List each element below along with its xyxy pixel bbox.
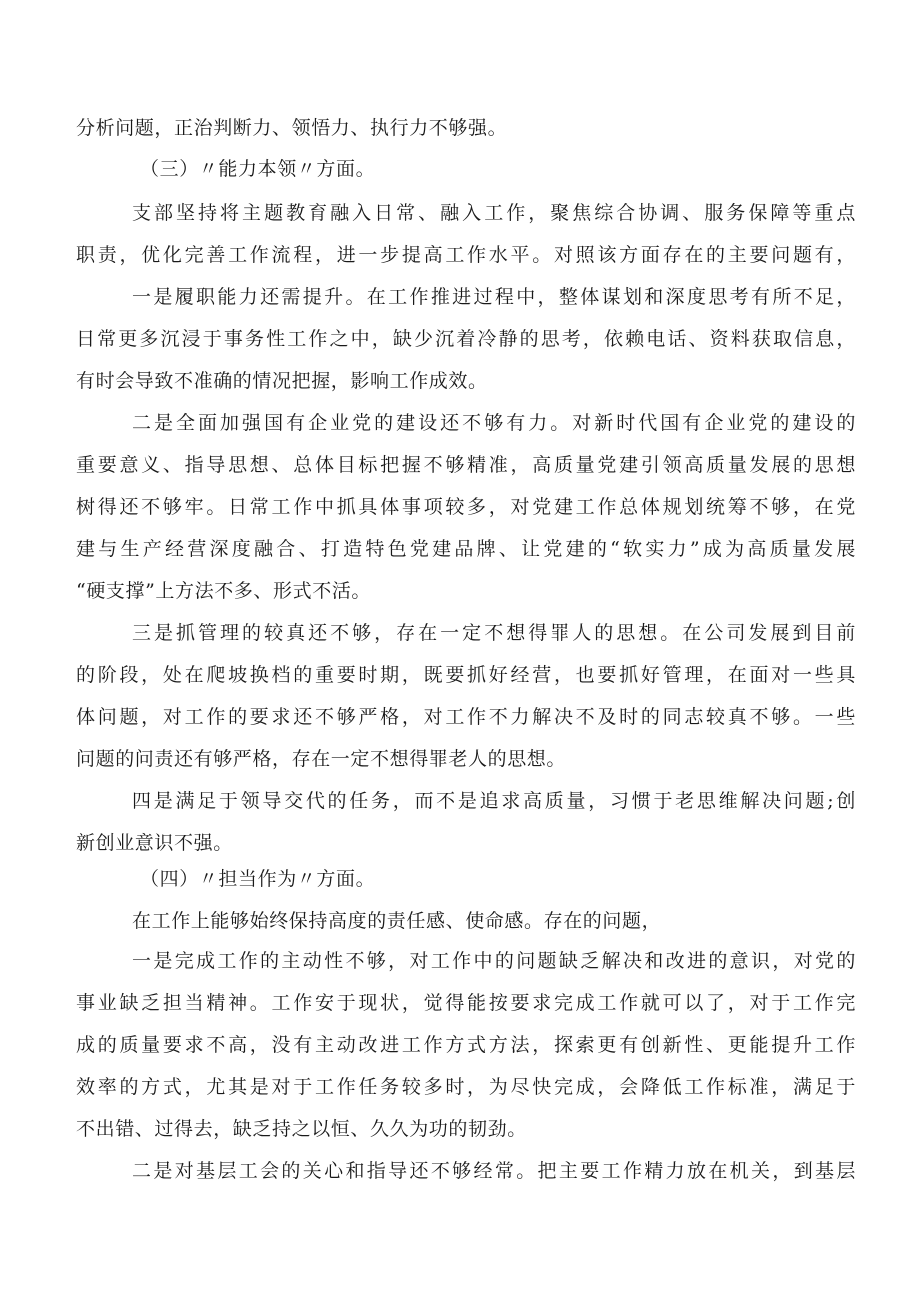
paragraph-line: 支部坚持将主题教育融入日常、融入工作，聚焦综合协调、服务保障等重点 [132,202,856,224]
paragraph-line: 分析问题，正治判断力、领悟力、执行力不够强。 [76,117,508,139]
paragraph-line: 在工作上能够始终保持高度的责任感、使命感。存在的问题， [132,910,662,932]
paragraph-line: 事业缺乏担当精神。工作安于现状，觉得能按要求完成工作就可以了，对于工作完 [76,992,856,1014]
paragraph-line: 不出错、过得去，缺乏持之以恒、久久为功的韧劲。 [76,1118,527,1140]
paragraph-line: 效率的方式，尤其是对于工作任务较多时，为尽快完成，会降低工作标准，满足于 [76,1076,856,1098]
paragraph-line: 新创业意识不强。 [76,832,233,854]
paragraph-line: 一是完成工作的主动性不够，对工作中的问题缺乏解决和改进的意识，对党的 [132,950,856,972]
paragraph-line: 重要意义、指导思想、总体目标把握不够精准，高质量党建引领高质量发展的思想 [76,454,856,476]
section-heading: （四）〃担当作为〃方面。 [140,868,376,890]
paragraph-line: 建与生产经营深度融合、打造特色党建品牌、让党建的“软实力”成为高质量发展 [76,538,856,560]
section-heading: （三）〃能力本领〃方面。 [140,158,376,180]
paragraph-line: 问题的问责还有够严格，存在一定不想得罪老人的思想。 [76,748,567,770]
paragraph-line: 体问题，对工作的要求还不够严格，对工作不力解决不及时的同志较真不够。一些 [76,706,856,728]
paragraph-line: 四是满足于领导交代的任务，而不是追求高质量，习惯于老思维解决问题;创 [132,790,856,812]
paragraph-line: 二是全面加强国有企业党的建设还不够有力。对新时代国有企业党的建设的 [132,412,856,434]
paragraph-line: 三是抓管理的较真还不够，存在一定不想得罪人的思想。在公司发展到目前 [132,622,856,644]
paragraph-line: 有时会导致不准确的情况把握，影响工作成效。 [76,370,488,392]
paragraph-line: 成的质量要求不高，没有主动改进工作方式方法，探索更有创新性、更能提升工作 [76,1034,856,1056]
paragraph-line: 职责，优化完善工作流程，进一步提高工作水平。对照该方面存在的主要问题有， [76,244,856,266]
paragraph-line: 日常更多沉浸于事务性工作之中，缺少沉着冷静的思考，依赖电话、资料获取信息， [76,328,856,350]
paragraph-line: 一是履职能力还需提升。在工作推进过程中，整体谋划和深度思考有所不足， [132,286,856,308]
paragraph-line: “硬支撑”上方法不多、形式不活。 [76,580,372,602]
paragraph-line: 二是对基层工会的关心和指导还不够经常。把主要工作精力放在机关，到基层 [132,1160,856,1182]
paragraph-line: 树得还不够牢。日常工作中抓具体事项较多，对党建工作总体规划统筹不够，在党 [76,496,856,518]
paragraph-line: 的阶段，处在爬坡换档的重要时期，既要抓好经营，也要抓好管理，在面对一些具 [76,664,856,686]
